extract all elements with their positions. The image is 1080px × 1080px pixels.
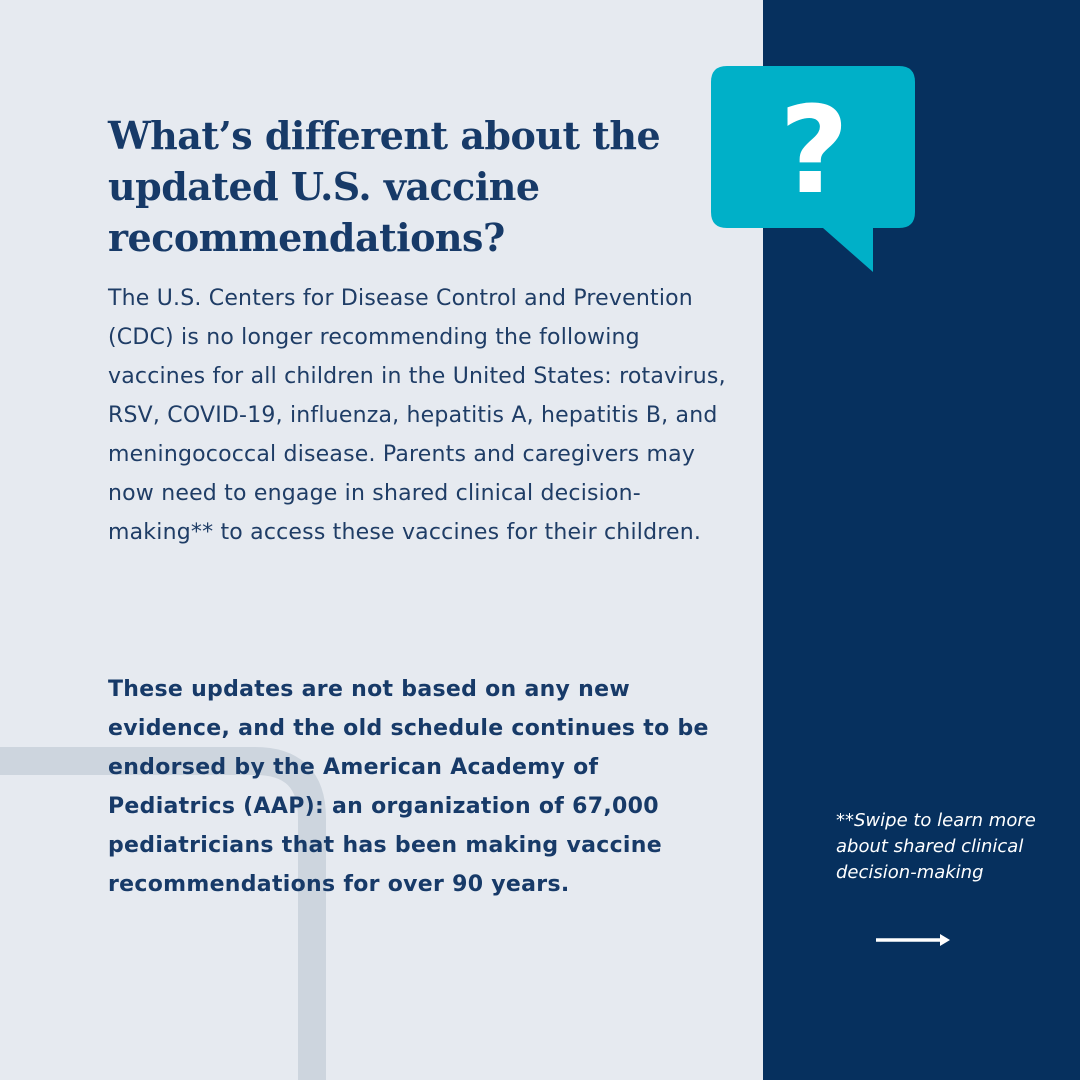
swipe-note: **Swipe to learn more about shared clinical decision-making — [836, 810, 1036, 883]
question-speech-bubble-icon — [711, 66, 917, 276]
body-paragraph: The U.S. Centers for Disease Control and Prevention (CDC) is no longer recommending the following vaccines for all children in the United States: rotavirus, RSV, COVID-19, influenza, hepatitis A, hepatitis B, and meningococcal disease. Parents and caregivers may now need to engage in shared clinical decision-making** to access these vaccines for their children. — [108, 286, 726, 545]
body-bold-paragraph: These updates are not based on any new evidence, and the old schedule continues to be endorsed by the American Academy of Pediatrics (AAP): an organization of 67,000 pediatricians that has been making vaccine recommendations for over 90 years. — [108, 677, 709, 897]
page-title: What’s different about the updated U.S. vaccine recommendations? — [108, 113, 661, 260]
arrow-right-icon — [876, 930, 952, 950]
question-mark-icon: ? — [779, 82, 849, 221]
